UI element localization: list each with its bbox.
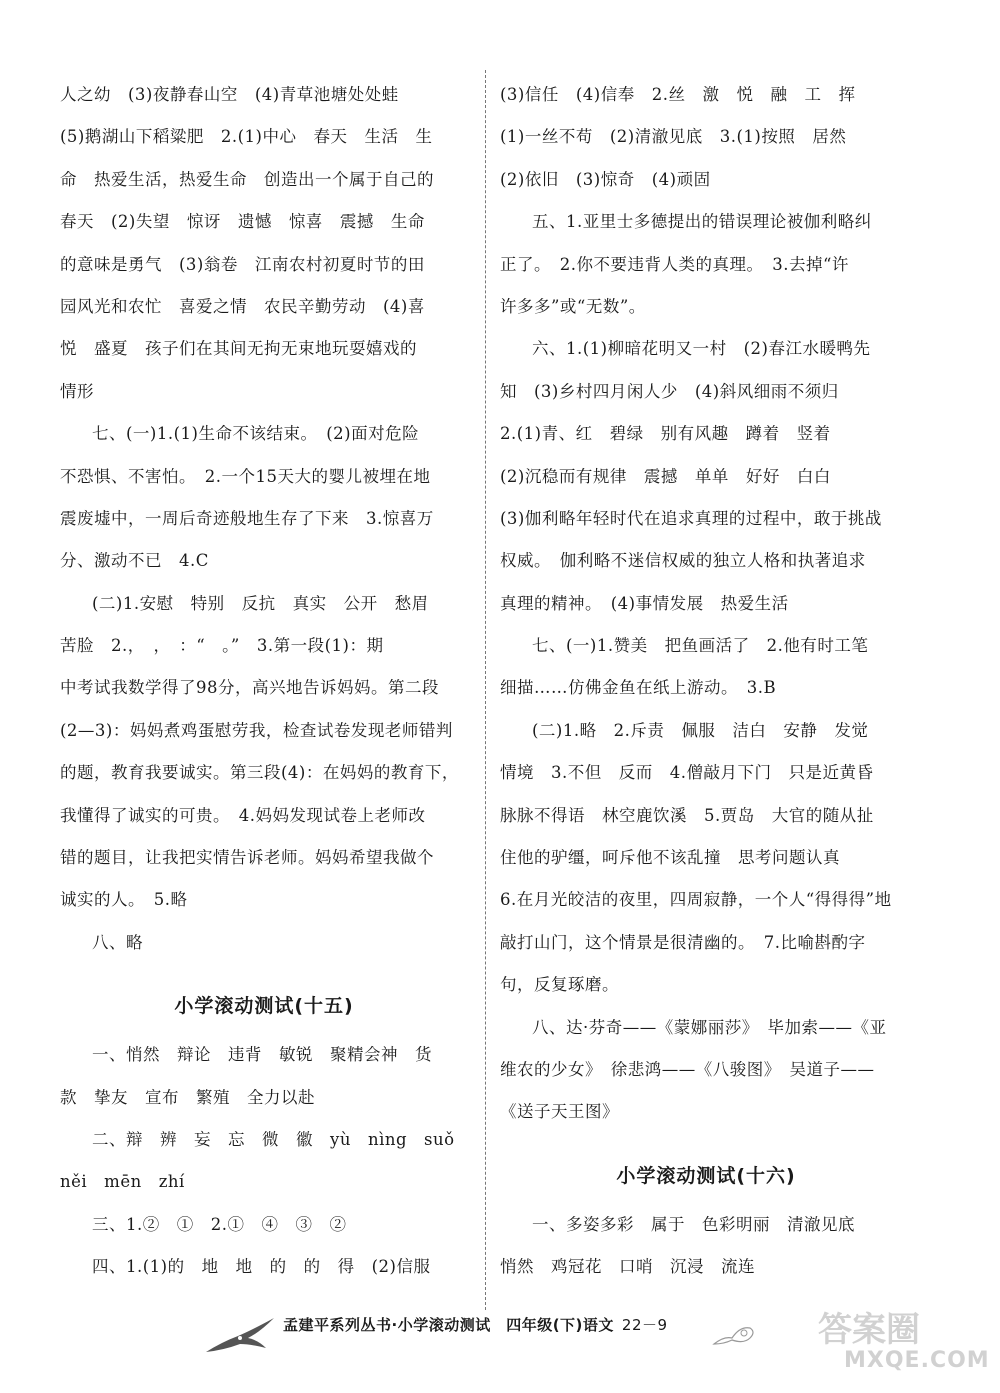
answer-line: (5)鹅湖山下稻粱肥 2.(1)中心 春天 生活 生 — [60, 127, 433, 147]
answer-line: 六、1.(1)柳暗花明又一村 (2)春江水暖鸭先 — [532, 339, 871, 359]
answer-line: 八、略 — [92, 932, 143, 952]
answer-line: 八、达·芬奇——《蒙娜丽莎》 毕加索——《亚 — [532, 1017, 887, 1037]
left-column — [60, 74, 468, 1289]
answer-line: 震废墟中，一周后奇迹般地生存了下来 3.惊喜万 — [60, 508, 434, 528]
answer-line: 不恐惧、不害怕。 2.一个15天大的婴儿被埋在地 — [60, 466, 431, 486]
answer-line: 春天 (2)失望 惊讶 遗憾 惊喜 震撼 生命 — [60, 212, 425, 232]
answer-line: 人之幼 (3)夜静春山空 (4)青草池塘处处蛙 — [60, 85, 399, 104]
answer-line: 住他的驴缰，呵斥他不该乱撞 思考问题认真 — [500, 848, 840, 868]
answer-line: 权威。 伽利略不迷信权威的独立人格和执著追求 — [500, 551, 866, 571]
answer-line: 命 热爱生活，热爱生命 创造出一个属于自己的 — [60, 169, 434, 189]
answer-line: 的意味是勇气 (3)翁卷 江南农村初夏时节的田 — [60, 254, 425, 274]
answer-line: 我懂得了诚实的可贵。 4.妈妈发现试卷上老师改 — [60, 805, 426, 825]
answer-line: (2—3)：妈妈煮鸡蛋慰劳我，检查试卷发现老师错判 — [60, 720, 453, 740]
answer-line: 一、悄然 辩论 违背 敏锐 聚精会神 货 — [92, 1045, 432, 1065]
answer-line: 错的题目，让我把实情告诉老师。妈妈希望我做个 — [60, 848, 434, 868]
watermark — [810, 1300, 990, 1380]
answer-line: 的题，教育我要诚实。第三段(4)：在妈妈的教育下， — [60, 763, 459, 783]
answer-line: 知 (3)乡村四月闲人少 (4)斜风细雨不须归 — [500, 381, 839, 401]
column-divider — [485, 70, 486, 1310]
swallow-logo-icon — [200, 1312, 280, 1358]
section-heading: 小学滚动测试(十六) — [616, 1164, 796, 1187]
answer-line: 七、(一)1.赞美 把鱼画活了 2.他有时工笔 — [532, 636, 869, 656]
answer-line: 分、激动不已 4.C — [60, 551, 209, 571]
right-column — [500, 74, 912, 1289]
answer-line: 三、1.② ① 2.① ④ ③ ② — [92, 1214, 347, 1234]
answer-line: něi mēn zhí — [60, 1172, 185, 1192]
answer-line: 《送子天王图》 — [500, 1102, 619, 1122]
answer-line: 6.在月光皎洁的夜里，四周寂静，一个人“得得得”地 — [500, 890, 892, 910]
answer-line: (2)沉稳而有规律 震撼 单单 好好 白白 — [500, 466, 831, 486]
answer-line: 真理的精神。 (4)事情发展 热爱生活 — [500, 593, 789, 613]
answer-line: 诚实的人。 5.略 — [60, 890, 188, 910]
series-name: 孟建平系列丛书·小学滚动测试 四年级(下)语文 — [283, 1316, 614, 1334]
answer-line: (二)1.略 2.斥责 佩服 洁白 安静 发觉 — [532, 720, 869, 740]
answer-line: (二)1.安慰 特别 反抗 真实 公开 愁眉 — [92, 593, 429, 613]
answer-line: 一、多姿多彩 属于 色彩明丽 清澈见底 — [532, 1214, 855, 1234]
footer-series-title — [283, 1314, 668, 1335]
answer-line: 正了。 2.你不要违背人类的真理。 3.去掉“许 — [500, 254, 849, 274]
answer-line: (3)伽利略年轻时代在追求真理的过程中，敢于挑战 — [500, 508, 882, 528]
answer-line: 句，反复琢磨。 — [500, 975, 619, 995]
answer-line: 二、辩 辨 妄 忘 微 徽 yù nìng suǒ — [92, 1129, 455, 1149]
flower-ornament-icon — [710, 1316, 760, 1350]
answer-line: 细描……仿佛金鱼在纸上游动。 3.B — [500, 678, 777, 698]
answer-line: 情形 — [60, 381, 94, 401]
watermark-url: MXQE.COM — [844, 1348, 990, 1373]
answer-line: (1)一丝不苟 (2)清澈见底 3.(1)按照 居然 — [500, 127, 847, 147]
answer-line: 七、(一)1.(1)生命不该结束。 (2)面对危险 — [92, 424, 420, 444]
answer-line: 款 挚友 宣布 繁殖 全力以赴 — [60, 1087, 315, 1107]
answer-line: 敲打山门，这个情景是很清幽的。 7.比喻斟酌字 — [500, 932, 866, 952]
answer-line: 四、1.(1)的 地 地 的 的 得 (2)信服 — [92, 1257, 431, 1277]
answer-line: 情境 3.不但 反而 4.僧敲月下门 只是近黄昏 — [500, 763, 874, 783]
answer-line: 脉脉不得语 林空鹿饮溪 5.贾岛 大官的随从扯 — [500, 805, 874, 825]
answer-line: (3)信任 (4)信奉 2.丝 激 悦 融 工 挥 — [500, 85, 856, 104]
answer-line: 苦脸 2.， ， ：“ 。” 3.第一段(1)：期 — [60, 636, 384, 656]
answer-line: 维农的少女》 徐悲鸿——《八骏图》 吴道子—— — [500, 1059, 875, 1079]
answer-line: 悦 盛夏 孩子们在其间无拘无束地玩耍嬉戏的 — [60, 339, 417, 359]
watermark-logo: 答案圈 — [818, 1310, 920, 1350]
answer-line: 许多多”或“无数”。 — [500, 296, 646, 316]
answer-line: 悄然 鸡冠花 口哨 沉浸 流连 — [500, 1257, 755, 1277]
page-number: 22－9 — [621, 1316, 668, 1334]
answer-line: 五、1.亚里士多德提出的错误理论被伽利略纠 — [532, 212, 872, 232]
answer-line: (2)依旧 (3)惊奇 (4)顽固 — [500, 169, 711, 189]
answer-line: 中考试我数学得了98分，高兴地告诉妈妈。第二段 — [60, 678, 439, 698]
answer-line: 2.(1)青、红 碧绿 别有风趣 蹲着 竖着 — [500, 424, 831, 444]
section-heading: 小学滚动测试(十五) — [174, 995, 354, 1018]
answer-line: 园风光和农忙 喜爱之情 农民辛勤劳动 (4)喜 — [60, 296, 425, 316]
